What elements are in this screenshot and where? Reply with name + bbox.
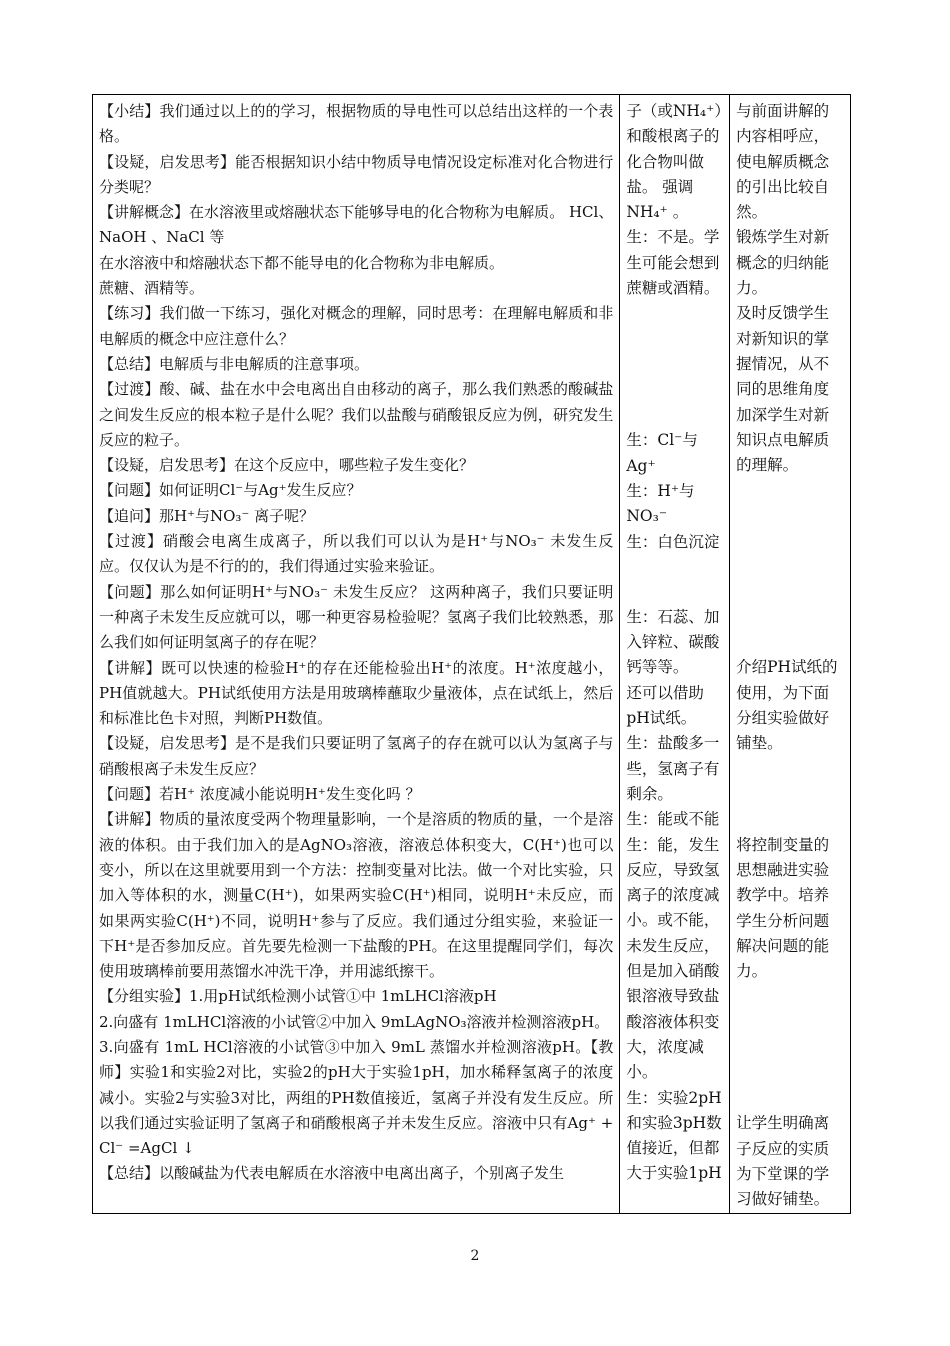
intent-note: 锻炼学生对新概念的归纳能力。 — [736, 228, 830, 298]
intent-note: 让学生明确离子反应的实质为下堂课的学习做好铺垫。 — [736, 1114, 830, 1209]
student-note: 生：能或不能 — [626, 810, 720, 829]
spacer — [736, 984, 844, 1111]
table-row — [93, 95, 851, 1214]
paragraph-final-summary: 【总结】以酸碱盐为代表电解质在水溶液中电离出离子，个别离子发生 — [99, 1164, 565, 1183]
student-note: 生：盐酸多一些，氢离子有剩余。 — [626, 734, 720, 803]
paragraph-think-2: 【设疑，启发思考】是不是我们只要证明了氢离子的存在就可以认为氢离子与硝酸根离子未发生反应？ — [99, 734, 614, 778]
paragraph-control-variable: 【讲解】物质的量浓度受两个物理量影响，一个是溶质的物质的量，一个是溶液的体积。由于我们加入的是AgNO₃溶液，溶液总体积变大，C(H⁺)也可以变小，所以在这里就要用到一个方法：控制变量对比法。做一个对比实验，只加入等体积的水，测量C(H⁺)，如果两实验C(H⁺)相同，说明H⁺未反应，而如果两实验C(H⁺)不同，说明H⁺参与了反应。我们通过分组实验，来验证一下H⁺是否参加反应。首先要先检测一下盐酸的PH。在这里提醒同学们，每次使用玻璃棒前要用蒸馏水冲洗干净，并用滤纸擦干。 — [99, 810, 614, 981]
paragraph-concept: 【讲解概念】在水溶液里或熔融状态下能够导电的化合物称为电解质。 HCl、 NaOH 、NaCl 等 — [99, 203, 614, 247]
intent-note: 将控制变量的思想融进实验教学中。培养学生分析问题解决问题的能力。 — [736, 835, 830, 981]
paragraph-transition: 【过渡】酸、碱、盐在水中会电离出自由移动的离子，那么我们熟悉的酸碱盐之间发生反应的根本粒子是什么呢？我们以盐酸与硝酸银反应为例，研究发生反应的粒子。 — [99, 380, 614, 449]
lesson-plan-table — [92, 94, 851, 1214]
paragraph-problem-cl: 【问题】如何证明Cl⁻与Ag⁺发生反应？ — [99, 481, 362, 500]
student-note: 子（或NH₄⁺）和酸根离子的化合物叫做盐。 强调NH₄⁺ 。 — [626, 102, 723, 222]
paragraph-experiment-2: 2.向盛有 1mLHCl溶液的小试管②中加入 9mLAgNO₃溶液并检测溶液pH。 — [99, 1012, 610, 1031]
paragraph-problem-conc: 【问题】若H⁺ 浓度减小能说明H⁺发生变化吗 ？ — [99, 785, 421, 804]
student-note: 生：石蕊、加入锌粒、碳酸钙等等。 — [626, 607, 720, 677]
paragraph-think: 【设疑，启发思考】在这个反应中，哪些粒子发生变化？ — [99, 456, 475, 475]
teaching-process-cell — [93, 95, 620, 1214]
paragraph-conclusion: 【总结】电解质与非电解质的注意事项。 — [99, 354, 370, 373]
paragraph-nonelectrolyte: 在水溶液中和熔融状态下都不能导电的化合物称为非电解质。 — [99, 253, 505, 272]
paragraph-examples: 蔗糖、酒精等。 — [99, 279, 205, 298]
spacer — [736, 757, 844, 833]
spacer — [626, 301, 723, 428]
page-number: 2 — [470, 1248, 480, 1264]
paragraph-question: 【设疑，启发思考】能否根据知识小结中物质导电情况设定标准对化合物进行分类呢？ — [99, 152, 614, 196]
intent-note: 及时反馈学生对新知识的掌握情况，从不同的思维角度加深学生对新知识点电解质的理解。 — [736, 304, 830, 475]
paragraph-followup: 【追问】那H⁺与NO₃⁻ 离子呢？ — [99, 506, 315, 525]
student-note: 生：H⁺与NO₃⁻ — [626, 481, 695, 526]
paragraph-summary: 【小结】我们通过以上的的学习，根据物质的导电性可以总结出这样的一个表格。 — [99, 102, 614, 146]
paragraph-ph-paper: 【讲解】既可以快速的检验H⁺的存在还能检验出H⁺的浓度。H⁺浓度越小，PH值就越大。PH试纸使用方法是用玻璃棒蘸取少量液体，点在试纸上，然后和标准比色卡对照，判断PH数值。 — [99, 658, 614, 728]
student-note: 生：白色沉淀 — [626, 532, 720, 551]
spacer — [736, 478, 844, 655]
spacer — [626, 555, 723, 605]
intent-note: 与前面讲解的内容相呼应，使电解质概念的引出比较自然。 — [736, 102, 830, 222]
paragraph-group-experiment: 【分组实验】1.用pH试纸检测小试管①中 1mLHCl溶液pH — [99, 987, 497, 1006]
student-note: 生：实验2pH和实验3pH数值接近，但都大于实验1pH — [626, 1088, 722, 1183]
design-intent-cell — [730, 95, 851, 1214]
paragraph-problem-h: 【问题】那么如何证明H⁺与NO₃⁻ 未发生反应？ 这两种离子，我们只要证明一种离子未发生反应就可以，哪一种更容易检验呢？氢离子我们比较熟悉，那么我们如何证明氢离子的存在呢？ — [99, 582, 614, 652]
student-activity-cell — [620, 95, 730, 1214]
student-note: 生：不是。学生可能会想到蔗糖或酒精。 — [626, 228, 720, 298]
paragraph-exercise: 【练习】我们做一下练习，强化对概念的理解，同时思考：在理解电解质和非电解质的概念中应注意什么？ — [99, 304, 614, 348]
paragraph-transition-2: 【过渡】硝酸会电离生成离子，所以我们可以认为是H⁺与NO₃⁻ 未发生反应。仅仅认为是不行的的，我们得通过实验来验证。 — [99, 532, 614, 576]
paragraph-experiment-3: 3.向盛有 1mL HCl溶液的小试管③中加入 9mL 蒸馏水并检测溶液pH。【教师】实验1和实验2对比，实验2的pH大于实验1pH，加水稀释氢离子的浓度减小。实验2与实验3对比，两组的PH数值接近，氢离子并没有发生反应。所以我们通过实验证明了氢离子和硝酸根离子并未发生反应。溶液中只有Ag⁺ + Cl⁻ =AgCl ↓ — [99, 1037, 614, 1158]
student-note: 生：Cl⁻与Ag⁺ — [626, 431, 698, 475]
intent-note: 介绍PH试纸的使用，为下面分组实验做好铺垫。 — [736, 658, 838, 753]
student-note: 还可以借助pH试纸。 — [626, 683, 704, 728]
student-note: 生：能，发生反应，导致氢离子的浓度减小。或不能，未发生反应，但是加入硝酸银溶液导致盐酸溶液体积变大，浓度减小。 — [626, 835, 720, 1082]
